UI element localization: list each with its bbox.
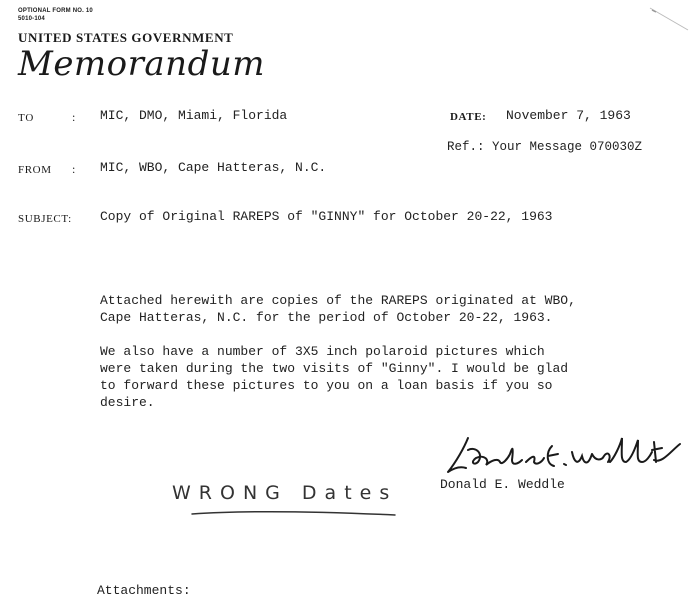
body-paragraph-2: [100, 343, 568, 411]
form-code: 5010-104: [18, 16, 45, 22]
to-value: MIC, DMO, Miami, Florida: [100, 108, 288, 123]
subject-label: SUBJECT:: [18, 213, 72, 225]
from-value: MIC, WBO, Cape Hatteras, N.C.: [100, 160, 327, 175]
paragraph-line: desire.: [100, 395, 155, 410]
handwritten-signature: [440, 432, 690, 480]
scan-mark: [648, 6, 692, 34]
date-value: November 7, 1963: [506, 108, 631, 123]
from-colon: :: [72, 162, 76, 176]
handwritten-note: WRONG Dates: [172, 482, 398, 504]
paragraph-line: We also have a number of 3X5 inch polaroid pictures which: [100, 344, 545, 359]
paragraph-line: were taken during the two visits of "Ginny". I would be glad: [100, 361, 569, 376]
reference-value: Ref.: Your Message 070030Z: [447, 140, 643, 154]
subject-value: Copy of Original RAREPS of "GINNY" for October 20-22, 1963: [100, 209, 553, 224]
to-label: TO: [18, 112, 35, 124]
body-paragraph-1: [100, 292, 576, 326]
government-heading: UNITED STATES GOVERNMENT: [18, 30, 234, 45]
note-underline: [190, 506, 400, 520]
paragraph-line: to forward these pictures to you on a loan basis if you so: [100, 378, 553, 393]
paragraph-line: Cape Hatteras, N.C. for the period of October 20-22, 1963.: [100, 310, 553, 325]
from-label: FROM: [18, 164, 52, 176]
date-label: DATE:: [450, 111, 487, 123]
attachments-label: Attachments:: [97, 583, 191, 598]
form-number: OPTIONAL FORM NO. 10: [18, 8, 93, 14]
to-colon: :: [72, 110, 76, 124]
typed-name: Donald E. Weddle: [440, 477, 565, 492]
memorandum-title: Memorandum: [18, 44, 265, 84]
paragraph-line: Attached herewith are copies of the RAREPS originated at WBO,: [100, 293, 576, 308]
